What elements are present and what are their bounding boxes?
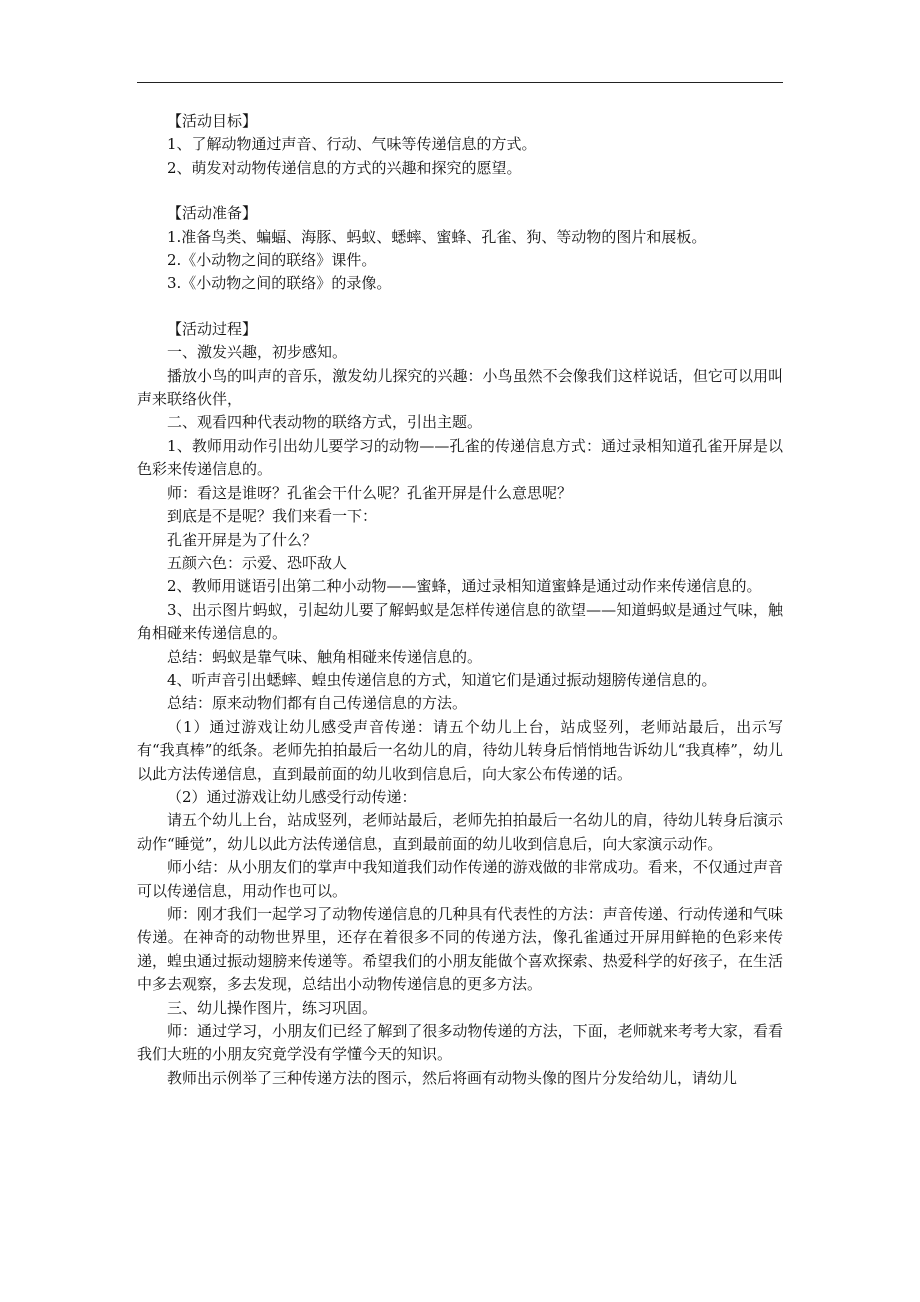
- process-paragraph: 师：刚才我们一起学习了动物传递信息的几种具有代表性的方法：声音传递、行动传递和气味传递。在神奇的动物世界里，还存在着很多不同的传递方法，像孔雀通过开屏用鲜艳的色彩来传递，蝗虫通过振动翅膀来传递等。希望我们的小朋友能做个喜欢探索、热爱科学的好孩子，在生活中多去观察，多去发现，总结出小动物传递信息的更多方法。: [137, 905, 783, 994]
- process-paragraph: 五颜六色：示爱、恐吓敌人: [167, 553, 348, 572]
- preparation-item: 3.《小动物之间的联络》的录像。: [167, 274, 392, 293]
- process-paragraph: 请五个幼儿上台，站成竖列，老师站最后，老师先拍拍最后一名幼儿的肩，待幼儿转身后演示动作“睡觉”，幼儿以此方法传递信息，直到最前面的幼儿收到信息后，向大家演示动作。: [137, 811, 783, 853]
- goal-item: 2、萌发对动物传递信息的方式的兴趣和探究的愿望。: [167, 158, 522, 177]
- preparation-section: [137, 202, 783, 296]
- header-rule: [137, 82, 783, 83]
- process-paragraph: 教师出示例举了三种传递方法的图示，然后将画有动物头像的图片分发给幼儿，请幼儿: [167, 1068, 738, 1087]
- process-paragraph: 总结：原来动物们都有自己传递信息的方法。: [167, 694, 468, 713]
- document-body: [137, 110, 783, 1090]
- process-section: [137, 318, 783, 1090]
- goals-section: [137, 110, 783, 180]
- process-paragraph: （1）通过游戏让幼儿感受声音传递：请五个幼儿上台，站成竖列，老师站最后，出示写有“我真棒”的纸条。老师先拍拍最后一名幼儿的肩，待幼儿转身后悄悄地告诉幼儿“我真棒”，幼儿以此方法传递信息，直到最前面的幼儿收到信息后，向大家公布传递的话。: [137, 717, 783, 783]
- process-paragraph: 播放小鸟的叫声的音乐，激发幼儿探究的兴趣：小鸟虽然不会像我们这样说话，但它可以用叫声来联络伙伴，: [137, 366, 783, 409]
- preparation-item: 1.准备鸟类、蝙蝠、海豚、蚂蚁、蟋蟀、蜜蜂、孔雀、狗、等动物的图片和展板。: [167, 227, 707, 246]
- process-paragraph: 师：通过学习，小朋友们已经了解到了很多动物传递的方法，下面，老师就来考考大家，看看我们大班的小朋友究竟学没有学懂今天的知识。: [137, 1022, 783, 1064]
- process-paragraph: 2、教师用谜语引出第二种小动物——蜜蜂，通过录相知道蜜蜂是通过动作来传递信息的。: [167, 577, 762, 596]
- process-paragraph: 总结：蚂蚁是靠气味、触角相碰来传递信息的。: [167, 647, 483, 666]
- preparation-item: 2.《小动物之间的联络》课件。: [167, 251, 377, 270]
- process-paragraph: 3、出示图片蚂蚁，引起幼儿要了解蚂蚁是怎样传递信息的欲望——知道蚂蚁是通过气味，触角相碰来传递信息的。: [137, 600, 783, 643]
- process-paragraph: 到底是不是呢？我们来看一下：: [167, 507, 378, 526]
- process-paragraph: 4、听声音引出蟋蟀、蝗虫传递信息的方式，知道它们是通过振动翅膀传递信息的。: [167, 670, 717, 689]
- process-paragraph: 二、观看四种代表动物的联络方式，引出主题。: [167, 413, 483, 432]
- process-heading: 【活动过程】: [167, 319, 258, 338]
- process-paragraph: 师小结：从小朋友们的掌声中我知道我们动作传递的游戏做的非常成功。看来，不仅通过声音可以传递信息，用动作也可以。: [137, 858, 783, 900]
- process-paragraph: 一、激发兴趣，初步感知。: [167, 343, 348, 362]
- goal-item: 1、了解动物通过声音、行动、气味等传递信息的方式。: [167, 135, 537, 154]
- goals-heading: 【活动目标】: [167, 112, 258, 130]
- process-paragraph: 师：看这是谁呀？孔雀会干什么呢？孔雀开屏是什么意思呢？: [167, 483, 573, 502]
- process-paragraph: （2）通过游戏让幼儿感受行动传递：: [167, 787, 417, 806]
- process-paragraph: 孔雀开屏是为了什么？: [167, 530, 318, 549]
- preparation-heading: 【活动准备】: [167, 204, 258, 223]
- process-paragraph: 三、幼儿操作图片，练习巩固。: [167, 998, 378, 1017]
- process-paragraph: 1、教师用动作引出幼儿要学习的动物——孔雀的传递信息方式：通过录相知道孔雀开屏是以色彩来传递信息的。: [137, 436, 783, 479]
